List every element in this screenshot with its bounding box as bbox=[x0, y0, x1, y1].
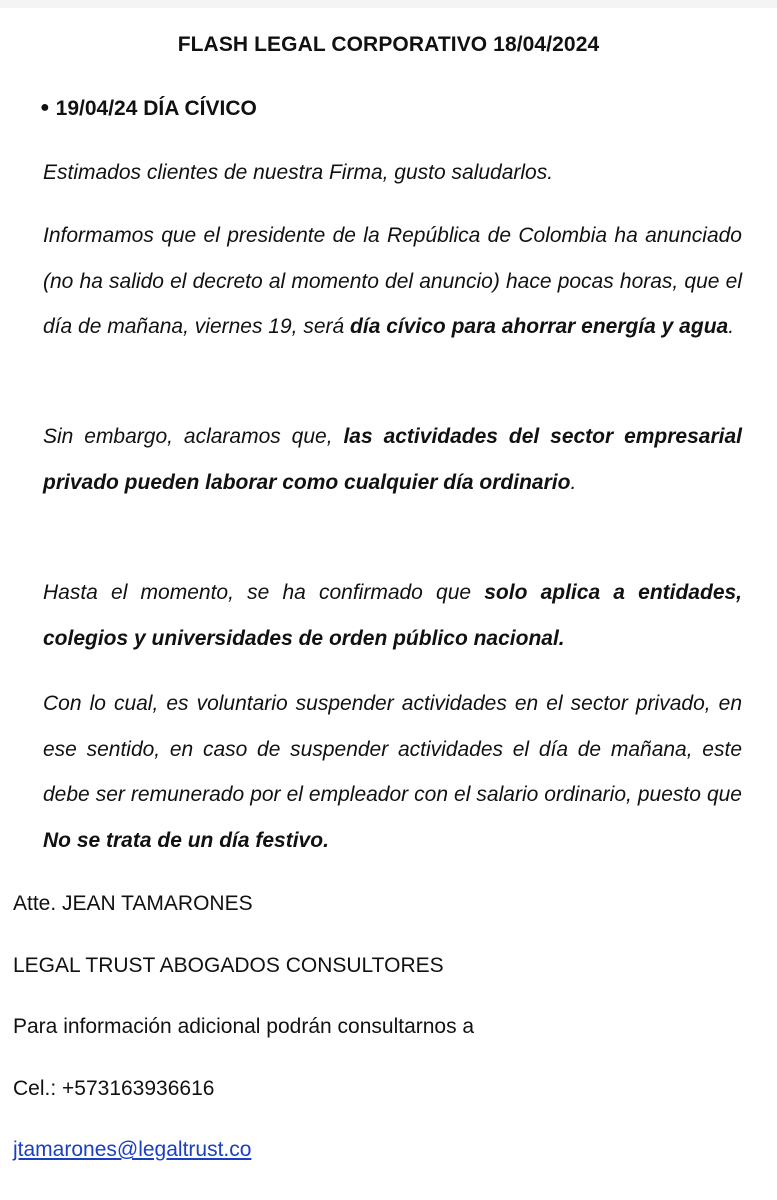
announcement-paragraph bbox=[43, 213, 742, 350]
contact-phone: Cel.: +573163936616 bbox=[13, 1077, 215, 1100]
signature-atte: Atte. JEAN TAMARONES bbox=[13, 892, 253, 915]
contact-info-text: Para información adicional podrán consultarnos a bbox=[13, 1015, 475, 1038]
conclusion-paragraph bbox=[43, 681, 742, 863]
greeting-paragraph bbox=[43, 150, 742, 196]
bullet-heading bbox=[40, 97, 257, 121]
document-title: FLASH LEGAL CORPORATIVO 18/04/2024 bbox=[177, 33, 600, 56]
signature-firm: LEGAL TRUST ABOGADOS CONSULTORES bbox=[13, 954, 444, 977]
conclusion-text: Con lo cual, es voluntario suspender actividades en el sector privado, en ese sentido, en caso de suspender actividades el día de mañana, este debe ser remunerado por el empleador con el salario ordinario, puesto que bbox=[43, 692, 742, 806]
greeting-text: Estimados clientes de nuestra Firma, gusto saludarlos. bbox=[43, 161, 554, 184]
bullet-heading-text: 19/04/24 DÍA CÍVICO bbox=[55, 97, 257, 120]
scope-text: Hasta el momento, se ha confirmado que bbox=[43, 581, 485, 604]
clarification-paragraph bbox=[43, 414, 742, 505]
contact-email-link[interactable]: jtamarones@legaltrust.co bbox=[13, 1138, 252, 1161]
scope-paragraph bbox=[43, 570, 742, 661]
bullet-dot-icon: ● bbox=[40, 99, 50, 116]
conclusion-bold: No se trata de un día festivo. bbox=[43, 828, 329, 852]
announcement-end: . bbox=[728, 315, 735, 338]
scope-bold: solo aplica a entidades, colegios y universidades de orden público nacional. bbox=[43, 581, 743, 650]
announcement-bold: día cívico para ahorrar energía y agua bbox=[350, 315, 729, 338]
clarification-end: . bbox=[570, 470, 577, 494]
clarification-text: Sin embargo, aclaramos que, bbox=[43, 425, 344, 448]
clarification-bold: las actividades del sector empresarial privado pueden laborar como cualquier día ordinario bbox=[43, 425, 742, 494]
announcement-text: Informamos que el presidente de la República de Colombia ha anunciado (no ha salido el decreto al momento del anuncio) hace pocas horas, que el día de mañana, viernes 19, será bbox=[43, 224, 742, 338]
